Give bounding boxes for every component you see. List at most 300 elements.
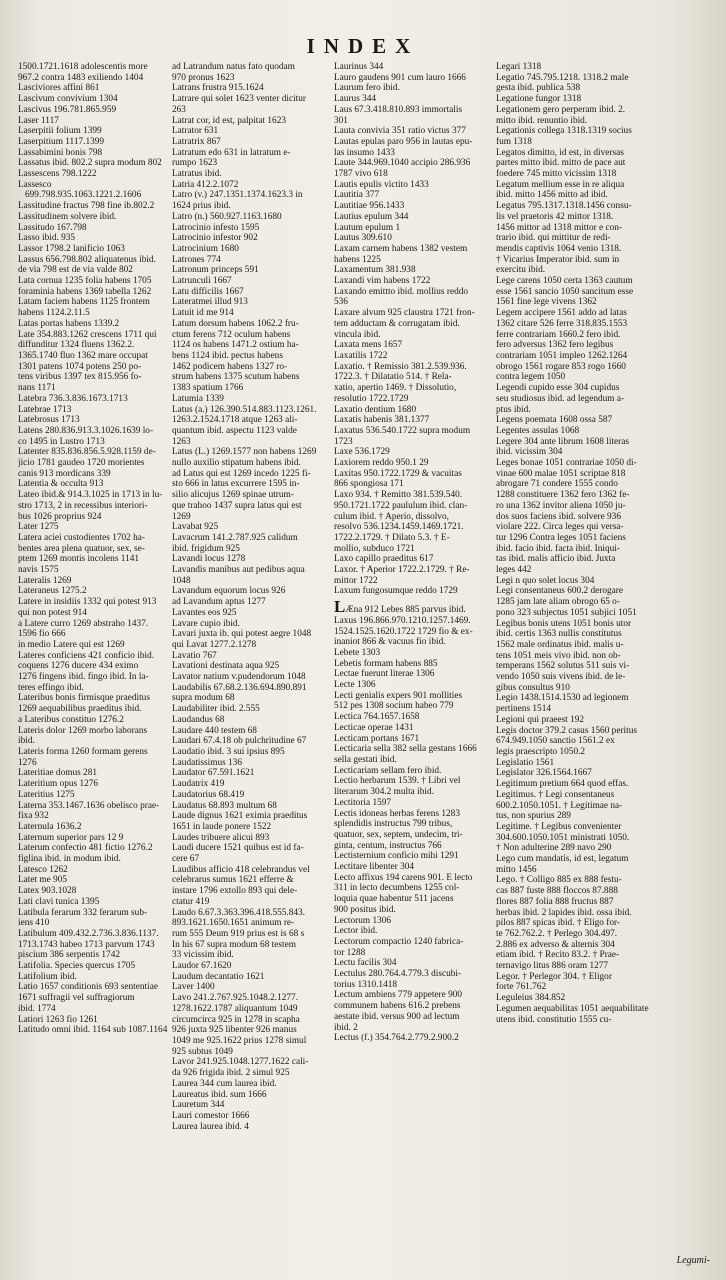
index-entry: Lassesco 699.798.935.1063.1221.2.1606 [18, 179, 142, 201]
index-entry: Laxatio. † Remissio 381.2.539.936. [334, 361, 467, 372]
index-entry: Lecticae operae 1431 [334, 722, 414, 733]
index-entry: Latibula ferarum 332 ferarum sub- [18, 907, 148, 918]
index-entry: Legitimus. † Legi consentaneus [496, 789, 615, 800]
index-entry: 1263.2.1524.1718 atque 1263 ali- [172, 415, 298, 426]
index-entry: Laudo 6.67.3.363.396.418.555.843. [172, 907, 305, 918]
index-entry: Lectis idoneas herbas ferens 1283 [334, 808, 460, 819]
index-entry: Lector ibid. [334, 926, 378, 937]
index-entry: 1651 in laude ponere 1522 [172, 821, 272, 832]
index-entry: Lecti genialis expers 901 mollities [334, 690, 463, 701]
index-entry: Legatos dimitto, id est, in diversas [496, 147, 624, 158]
index-entry: Laxo 934. † Remitto 381.539.540. [334, 490, 463, 501]
index-entry: nullo auxilio stipatum habens ibid. [172, 458, 301, 469]
index-entry: 1288 constituere 1362 fero 1362 fe- [496, 490, 630, 501]
index-entry: Latrat cor, id est, palpitat 1623 [172, 115, 286, 126]
index-entry: Lateraneus 1275.2 [18, 586, 87, 597]
index-entry: Legislatio 1561 [496, 757, 555, 768]
index-entry: Latuit id me 914 [172, 308, 234, 319]
index-entry: Lectitare libenter 304 [334, 862, 415, 873]
index-entry: Lavatio 767 [172, 650, 217, 661]
index-entry: Lascivus 196.781.865.959 [18, 104, 117, 115]
index-entry: Laxando emittto ibid. mollius reddo [334, 286, 469, 297]
index-entry: Laudatrix 419 [172, 779, 225, 790]
index-entry: navis 1575 [18, 565, 59, 576]
index-entry: Legem accipere 1561 addo ad latas [496, 308, 627, 319]
index-entry: Lavari juxta ib. qui potest aegre 1048 [172, 629, 312, 640]
index-entry: ibid. facio ibid. facta ibid. Iniqui- [496, 543, 620, 554]
index-entry: Laterna 353.1467.1636 obelisco prae- [18, 800, 160, 811]
index-entry: Laudor 67.1620 [172, 961, 232, 972]
index-entry: vincula ibid. [334, 329, 381, 340]
index-entry: Laxiorem reddo 950.1 29 [334, 458, 429, 469]
index-entry: Latrans frustra 915.1624 [172, 83, 264, 94]
index-entry: Lectica 764.1657.1658 [334, 712, 420, 723]
index-entry: Lassatus ibid. 802.2 supra modum 802 [18, 158, 162, 169]
index-entry: gesta ibid. publica 538 [496, 83, 581, 94]
index-entry: ibid. frigidum 925 [172, 543, 240, 554]
index-entry: Laude dignus 1621 eximia praeditus [172, 811, 308, 822]
index-entry: communem habens 616.2 prebens [334, 1001, 461, 1012]
index-entry: ad Latrandum natus fato quodam [172, 62, 295, 72]
index-entry: Lateres conficiens 421 conficio ibid. [18, 650, 155, 661]
index-entry: Legibus bonis utens 1051 bonis utor [496, 618, 632, 629]
index-entry: etiam ibid. † Recito 83.2. † Prae- [496, 950, 620, 961]
index-entry: Lebetis formam habens 885 [334, 658, 438, 669]
index-entry: mitto 1456 [496, 864, 537, 875]
index-entry: instare 1796 extollo 893 qui dele- [172, 886, 298, 897]
index-entry: Laudatorius 68.419 [172, 789, 245, 800]
index-entry: Latibulum 409.432.2.736.3.836.1137. [18, 928, 159, 939]
index-entry: tor 1288 [334, 947, 366, 958]
index-entry: vinae 600 malae 1051 scriptae 818 [496, 468, 626, 479]
index-entry: Lautis epulis victito 1433 [334, 179, 429, 190]
index-entry: Lectorum compactio 1240 fabrica- [334, 936, 464, 947]
index-entry: Legere 304 ante librum 1608 literas [496, 436, 629, 447]
index-entry: bus 1026 proprius 924 [18, 511, 102, 522]
index-entry: Laser 1117 [18, 115, 59, 126]
index-entry: te 762.762.2. † Perlego 304.497. [496, 928, 618, 939]
index-entry: Legendi cupido esse 304 cupidus [496, 383, 620, 394]
index-entry: herbas ibid. 2 lapides ibid. ossa ibid. [496, 907, 632, 918]
index-entry: cas 887 fuste 888 floccos 87.888 [496, 886, 618, 897]
index-entry: Lecto affixus 194 carens 901. E lecto [334, 872, 473, 883]
index-entry: Laterum confectio 481 fictio 1276.2 [18, 843, 153, 854]
index-entry: Latro (n.) 560.927.1163.1680 [172, 211, 282, 222]
index-entry: Laudari 67.4.18 ob pulchritudine 67 [172, 736, 307, 747]
index-entry: Æna 912 Lebes 885 parvus ibid. [345, 605, 466, 616]
index-entry: Latentia & occulta 913 [18, 479, 104, 490]
index-entry: Laudator 67.591.1621 [172, 768, 255, 779]
index-entry: Laudatissimus 136 [172, 757, 242, 768]
index-entry: abrogare 71 condere 1555 condo [496, 479, 618, 490]
index-entry: splendidis instructus 799 tribus, [334, 819, 453, 830]
index-entry: Lavationi destinata aqua 925 [172, 661, 280, 672]
index-entry: bentes area plena quatuor, sex, se- [18, 543, 145, 554]
index-entry: Leguleius 384.852 [496, 993, 566, 1004]
index-entry: Laudabiliter ibid. 2.555 [172, 704, 260, 715]
index-entry: 1269 aequabilibus praeditus ibid. [18, 704, 142, 715]
index-entry: 674.949.1050 sanctio 1561.2 ex [496, 736, 615, 747]
index-entry: ad Lavandum aptus 1277 [172, 597, 266, 608]
index-entry: Latenter 835.836.856.5.928.1159 de- [18, 447, 156, 458]
index-entry: Laxe 536.1729 [334, 447, 390, 458]
index-entry: partes mitto ibid. mitto de pace aut [496, 158, 626, 169]
index-entry: Lectae fuerunt literae 1306 [334, 669, 435, 680]
index-entry: vendo 1050 suis vivens ibid. de le- [496, 672, 626, 683]
index-entry: 1383 spatium 1766 [172, 383, 244, 394]
index-entry: Laxus 196.866.970.1210.1257.1469. [334, 615, 471, 626]
index-entry: fero adversus 1362 fero legibus [496, 340, 614, 351]
index-entry: Latro (v.) 247.1351.1374.1623.3 in [172, 190, 303, 201]
index-entry: stro 1713, 2 in recessibus interiori- [18, 500, 148, 511]
index-entry: Legioni qui praeest 192 [496, 714, 585, 725]
index-entry: nans 1171 [18, 383, 56, 394]
index-entry: 1596 fio 666 [18, 629, 66, 640]
index-entry: Legationis collega 1318.1319 socius [496, 126, 632, 137]
index-entry: Lectisternium conficio mihi 1291 [334, 851, 459, 862]
index-entry: Latas portas habens 1339.2 [18, 318, 120, 329]
index-entry: Lectulus 280.764.4.779.3 discubi- [334, 969, 462, 980]
index-entry: Lassitudinem solvere ibid. [18, 211, 117, 222]
index-entry: ptem 1269 montis incolens 1141 [18, 554, 140, 565]
index-entry: Lego cum mandatis, id est, legatum [496, 854, 629, 865]
index-entry: Latus (L.) 1269.1577 non habens 1269 [172, 447, 317, 458]
index-column-1 [18, 62, 168, 1258]
index-entry: Lateris dolor 1269 morbo laborans [18, 725, 148, 736]
index-entry: Laurus 344 [334, 94, 377, 105]
index-entry: Laus 67.3.418.810.893 immortalis [334, 104, 463, 115]
index-entry: Legitime. † Legibus convenienter [496, 821, 622, 832]
index-entry: culum ibid. † Aperio, dissolvo, [334, 511, 449, 522]
index-entry: qui non potest 914 [18, 607, 87, 618]
index-entry: 600.2.1050.1051. † Legitimae na- [496, 800, 623, 811]
index-entry: foedere 745 mitto vicissim 1318 [496, 169, 617, 180]
index-entry: Laurea laurea ibid. 4 [172, 1121, 249, 1132]
index-entry: Latiori 1263 fio 1261 [18, 1014, 98, 1025]
index-entry: Latrocinium 1680 [172, 243, 239, 254]
index-entry: Legis doctor 379.2 casus 1560 peritus [496, 725, 637, 736]
index-entry: Lautitiae 956.1433 [334, 201, 405, 212]
index-entry: Laxamentum 381.938 [334, 265, 416, 276]
index-entry: qui Lavat 1277.2.1278 [172, 639, 257, 650]
index-entry: Latet me 905 [18, 875, 68, 886]
index-entry: figlina ibid. in modum ibid. [18, 854, 121, 865]
index-entry: Lassus 656.798.802 aliquatenus ibid. [18, 254, 156, 265]
index-entry: Lebete 1303 [334, 647, 381, 658]
index-entry: mendis captivis 1064 venio 1318. [496, 243, 622, 254]
index-entry: Laxatilis 1722 [334, 350, 388, 361]
index-entry: 536 [334, 297, 348, 308]
index-entry: da 926 frigida ibid. 2 simul 925 [172, 1068, 290, 1079]
index-entry: tas ibid. malis afficio ibid. Juxta [496, 554, 616, 565]
index-entry: Laudi ducere 1521 quibus est id fa- [172, 843, 304, 854]
index-entry: 263 [172, 104, 186, 115]
index-entry: esse 1561 sancio 1050 sancitum esse [496, 286, 634, 297]
index-entry: obrogo 1561 rogare 853 rogo 1660 [496, 361, 626, 372]
index-entry: Lassescens 798.1222 [18, 169, 97, 180]
index-entry: Lavacrum 141.2.787.925 calidum [172, 532, 298, 543]
index-entry: 900 positus ibid. [334, 904, 396, 915]
index-entry: ptus ibid. [496, 404, 531, 415]
index-entry: Lasso ibid. 935 [18, 233, 76, 244]
index-entry: 2.886 ex adverso & alternis 304 [496, 939, 615, 950]
index-entry: 1671 suffragii vel suffragiorum [18, 993, 135, 1004]
index-entry: Laureatus ibid. sum 1666 [172, 1089, 267, 1100]
index-entry: 1722.2.1729. † Dilato 5.3. † E- [334, 532, 450, 543]
page-title: INDEX [306, 34, 420, 58]
index-entry: Laxare alvum 925 claustra 1721 fron- [334, 308, 475, 319]
index-entry: Lateris forma 1260 formam gerens [18, 747, 148, 757]
index-entry: 925 subtus 1049 [172, 1046, 233, 1057]
index-entry: Latu difficilis 1667 [172, 286, 244, 297]
index-entry: silio alicujus 1269 spinae utrum- [172, 490, 294, 501]
index-entry: Lautius epulum 344 [334, 211, 409, 222]
index-entry: habens 1225 [334, 254, 381, 265]
index-entry: Lassor 1798.2 lanificio 1063 [18, 243, 125, 254]
index-entry: coquens 1276 ducere 434 eximo [18, 661, 139, 672]
index-entry: tus, non spurius 289 [496, 811, 571, 822]
index-entry: Legitimum pretium 664 quod effas. [496, 779, 629, 790]
index-entry: Lectorum 1306 [334, 915, 392, 926]
index-entry: quatuor, sex, septem, undecim, tri- [334, 829, 463, 840]
index-entry: Lavabat 925 [172, 522, 219, 533]
index-entry: 512 pes 1308 socium habeo 779 [334, 701, 454, 712]
index-entry: Legatus 795.1317.1318.1456 consu- [496, 201, 632, 212]
index-entry: 1365.1740 fluo 1362 mare occupat [18, 350, 148, 361]
index-entry: 1285 jam late aliam obrogo 65 o- [496, 597, 620, 608]
index-entry: 970 pronus 1623 [172, 72, 235, 83]
index-entry: Leges bonae 1051 contrariae 1050 di- [496, 458, 637, 469]
index-entry: strum habens 1375 scutum habens [172, 372, 300, 383]
index-entry: Latrocinio infestor 902 [172, 233, 258, 244]
index-entry: Legentes assulas 1068 [496, 425, 580, 436]
index-entry: foraminia habens 1369 tabella 1262 [18, 286, 152, 297]
index-entry: Lateritiae domus 281 [18, 768, 98, 779]
index-entry: xatio, apertio 1469. † Dissolutio, [334, 383, 457, 394]
index-entry: 304.600.1050.1051 ministrati 1050. [496, 832, 630, 843]
index-entry: las insumo 1433 [334, 147, 395, 158]
index-entry: 33 vicissim ibid. [172, 950, 234, 961]
index-entry: 301 [334, 115, 348, 126]
index-entry: 1048 [172, 575, 191, 586]
index-entry: loquia quae habentur 511 jacens [334, 894, 454, 905]
index-entry: 893.1621.1650.1651 animum re- [172, 918, 295, 929]
index-entry: 866 spongiosa 171 [334, 479, 404, 490]
index-entry: flores 887 folia 888 fructus 887 [496, 896, 614, 907]
index-entry: canis 913 mordicans 339 [18, 468, 111, 479]
index-entry: Legor. † Perlegor 304. † Eligor [496, 971, 612, 982]
index-entry: Laxitas 950.1722.1729 & vacuitas [334, 468, 462, 479]
catchword: Legumi- [676, 1255, 710, 1266]
index-entry: ibid. [18, 736, 35, 747]
index-entry: Laxum fungosumque reddo 1729 [334, 586, 458, 597]
index-entry: Latere in insidiis 1332 qui potest 913 [18, 597, 157, 608]
index-entry: circumcirca 925 in 1278 in scapha [172, 1014, 300, 1025]
index-entry: Legi n quo solet locus 304 [496, 575, 595, 586]
index-entry: Laurinus 344 [334, 62, 384, 72]
index-entry: Latrator 631 [172, 126, 219, 137]
index-entry: ro una 1362 invitor aliena 1050 ju- [496, 500, 626, 511]
index-entry: Lateralis 1269 [18, 575, 72, 586]
index-entry: Lata cornua 1235 folia habens 1705 [18, 276, 152, 287]
index-entry: Lavor 241.925.1048.1277.1622 cali- [172, 1057, 309, 1068]
index-entry: que trahoo 1437 supra latus qui est [172, 500, 302, 511]
index-entry: pono 323 subjectus 1051 subjici 1051 [496, 607, 637, 618]
index-entry: supra modum 68 [172, 693, 235, 704]
index-entry: Latam faciem habens 1125 frontem [18, 297, 150, 308]
index-entry: Latera aciei custodientes 1702 ha- [18, 532, 146, 543]
index-entry: Latebrae 1713 [18, 404, 72, 415]
index-entry: Laxatis habenis 381.1377 [334, 415, 430, 426]
index-entry: 1723 [334, 436, 353, 447]
index-entry: habens 1124.2.11.5 [18, 308, 90, 319]
index-entry: 1278.1622.1787 aliquantum 1049 [172, 1003, 298, 1014]
index-entry: piscium 386 serpentis 1742 [18, 950, 120, 961]
index-entry: ctatur 419 [172, 896, 210, 907]
index-entry: ginta, centum, instructus 766 [334, 840, 442, 851]
index-entry: utens ibid. constitutio 1555 cu- [496, 1014, 612, 1025]
index-entry: tur 1296 Contra leges 1051 faciens [496, 532, 626, 543]
index-entry: Latebra 736.3.836.1673.1713 [18, 393, 128, 404]
index-entry: Latus (a.) 126.390.514.883.1123.1261. [172, 404, 317, 415]
index-entry: dos suos faciens ibid. solvere 936 [496, 511, 621, 522]
index-entry: Legatio 745.795.1218. 1318.2 male [496, 72, 629, 83]
index-entry: Lavator natium v.pudendorum 1048 [172, 672, 306, 683]
index-entry: ad Latus qui est 1269 incedo 1225 fi- [172, 468, 311, 479]
index-entry: Lectum ambiens 779 appetere 900 [334, 990, 463, 1001]
index-entry: Latrocinio infesto 1595 [172, 222, 260, 233]
index-entry: literarum 304.2 multa ibid. [334, 787, 434, 798]
index-entry: Lauri comestor 1666 [172, 1110, 250, 1121]
index-entry: Lavantes eos 925 [172, 607, 237, 618]
index-entry: sella gestati ibid. [334, 755, 397, 765]
index-entry: Lassitudo 167.798 [18, 222, 87, 233]
index-entry: Lauretum 344 [172, 1100, 225, 1111]
index-entry: lis vel praetoris 42 mittor 1318. [496, 211, 614, 222]
index-entry: Lasciviores affini 861 [18, 83, 100, 94]
index-entry: Laudare 440 testem 68 [172, 725, 257, 736]
index-entry: temperans 1562 solutus 511 suis vi- [496, 661, 630, 672]
index-entry: Latrunculi 1667 [172, 276, 232, 287]
index-entry: Late 354.883.1262 crescens 1711 qui [18, 329, 157, 340]
index-entry: Laxam carnem habens 1382 vestem [334, 243, 468, 254]
index-entry: Legationem gero perperam ibid. 2. [496, 104, 626, 115]
index-entry: In his 67 supra modum 68 testem [172, 939, 296, 950]
index-entry: Laudatio ibid. 3 sui ipsius 895 [172, 747, 285, 757]
index-entry: Lateo ibid.& 914.3.1025 in 1713 in lu- [18, 490, 163, 501]
index-entry: Latrones 774 [172, 254, 221, 265]
index-entry: Laternula 1636.2 [18, 821, 82, 832]
index-entry: Lego. † Colligo 885 ex 888 festu- [496, 875, 622, 886]
index-entry: fixa 932 [18, 811, 49, 822]
index-entry: Later 1275 [18, 522, 59, 533]
index-entry: seu studiosus ibid. ad legendum a- [496, 393, 625, 404]
index-entry: Lavare cupio ibid. [172, 618, 240, 629]
index-entry: Lauro gaudens 901 cum lauro 1666 [334, 72, 466, 83]
index-entry: Lassitudine fractus 798 fine ib.802.2 [18, 201, 155, 212]
index-entry: Laudandus 68 [172, 714, 225, 725]
index-entry: Legatione fungor 1318 [496, 94, 582, 105]
index-entry: † Vicarius Imperator ibid. sum in [496, 254, 620, 265]
index-entry: sto 666 in latus excurrere 1595 in- [172, 479, 300, 490]
index-entry: teres effingo ibid. [18, 682, 84, 693]
index-entry: violare 222. Circa leges qui versa- [496, 522, 624, 533]
section-initial-l: LÆna 912 Lebes 885 parvus ibid. [334, 597, 466, 617]
index-entry: Lege carens 1050 certa 1363 cautum [496, 276, 633, 287]
index-entry: Latronum princeps 591 [172, 265, 259, 276]
index-entry: de via 798 est de via valde 802 [18, 265, 133, 276]
index-entry: leges 442 [496, 565, 532, 576]
index-entry: Lautum epulum 1 [334, 222, 401, 233]
index-entry: Lautas epulas paro 956 in lautas epu- [334, 136, 473, 147]
index-entry: 1269 [172, 511, 191, 522]
index-entry: Latens 280.836.913.3.1026.1639 lo- [18, 425, 154, 436]
index-entry: Legens poemata 1608 ossa 587 [496, 415, 613, 426]
index-entry: ibid. 2 [334, 1022, 358, 1033]
index-entry: Laserpitium 1117.1399 [18, 136, 105, 147]
index-entry: Laserpitii folium 1399 [18, 126, 102, 137]
index-entry: Legari 1318 [496, 62, 542, 72]
index-entry: 1276 fingens ibid. fingo ibid. In la- [18, 672, 149, 683]
index-entry: contrariam 1051 impleo 1262.1264 [496, 350, 628, 361]
index-entry: Lectitoria 1597 [334, 797, 392, 808]
index-entry: Lauta convivia 351 ratio victus 377 [334, 126, 466, 137]
index-entry: 311 in lecto decumbens 1255 col- [334, 883, 460, 894]
index-entry: 967.2 contra 1483 exiliendo 1404 [18, 72, 144, 83]
index-entry: trario ibid. qui mittitur de redi- [496, 233, 611, 244]
index-entry: tens 1051 meis vivo ibid. non ob- [496, 650, 621, 661]
index-entry: 1362 citare 526 ferre 318.835.1553 [496, 318, 628, 329]
index-entry: cere 67 [172, 854, 200, 865]
index-entry: 1713.1743 habeo 1713 parvum 1743 [18, 939, 155, 950]
index-entry: in medio Latere qui est 1269 [18, 639, 125, 650]
index-entry: mollio, subduco 1721 [334, 543, 415, 554]
index-entry: 1301 patens 1074 potens 250 po- [18, 361, 142, 372]
index-entry: Legatum mellium esse in re aliqua [496, 179, 625, 190]
index-entry: Latratus ibid. [172, 169, 222, 180]
index-entry: Latria 412.2.1072 [172, 179, 239, 190]
index-column-4 [496, 62, 692, 1258]
index-entry: 1722.3. † Dilatatio 514. † Rela- [334, 372, 452, 383]
index-entry: co 1495 in Lustro 1713 [18, 436, 105, 447]
index-entry: 1456 mittor ad 1318 mittor e con- [496, 222, 623, 233]
index-entry: quantum ibid. aspectu 1123 valde [172, 425, 297, 436]
index-entry: Latrare qui solet 1623 venter dicitur [172, 94, 306, 105]
index-entry: rumpo 1623 [172, 158, 218, 169]
index-entry: rum 555 Deum 919 prius est is 68 s [172, 928, 305, 939]
index-entry: Laxatio dentium 1680 [334, 404, 417, 415]
index-entry: Lateritius 1275 [18, 789, 75, 800]
index-entry: 1263 [172, 436, 191, 447]
index-entry: 1049 me 925.1622 prius 1278 simul [172, 1035, 307, 1046]
index-entry: ctum ferens 712 oculum habens [172, 329, 291, 340]
index-entry: Latebrosus 1713 [18, 415, 80, 426]
index-entry: ibid. vicissim 304 [496, 447, 563, 458]
index-entry: Laxandi vim habens 1722 [334, 276, 431, 287]
index-entry: 1276 [18, 757, 37, 768]
index-entry: Lavandum equorum locus 926 [172, 586, 286, 597]
index-entry: legis praescripto 1050.2 [496, 747, 586, 757]
index-entry: 926 juxta 925 libenter 926 manus [172, 1025, 297, 1036]
index-entry: 1462 podicem habens 1327 ro- [172, 361, 288, 372]
index-entry: mittor 1722 [334, 575, 378, 586]
index-entry: Lecticam portans 1671 [334, 733, 420, 744]
index-entry: Latitudo omni ibid. 1164 sub 1087.1164 [18, 1025, 168, 1036]
index-entry: pilos 887 spicas ibid. † Eligo for- [496, 918, 621, 929]
index-entry: Lectu facilis 304 [334, 958, 397, 969]
index-entry: resolvo 536.1234.1459.1469.1721. [334, 522, 464, 533]
index-entry: ternavigo litus 886 oram 1277 [496, 961, 609, 972]
